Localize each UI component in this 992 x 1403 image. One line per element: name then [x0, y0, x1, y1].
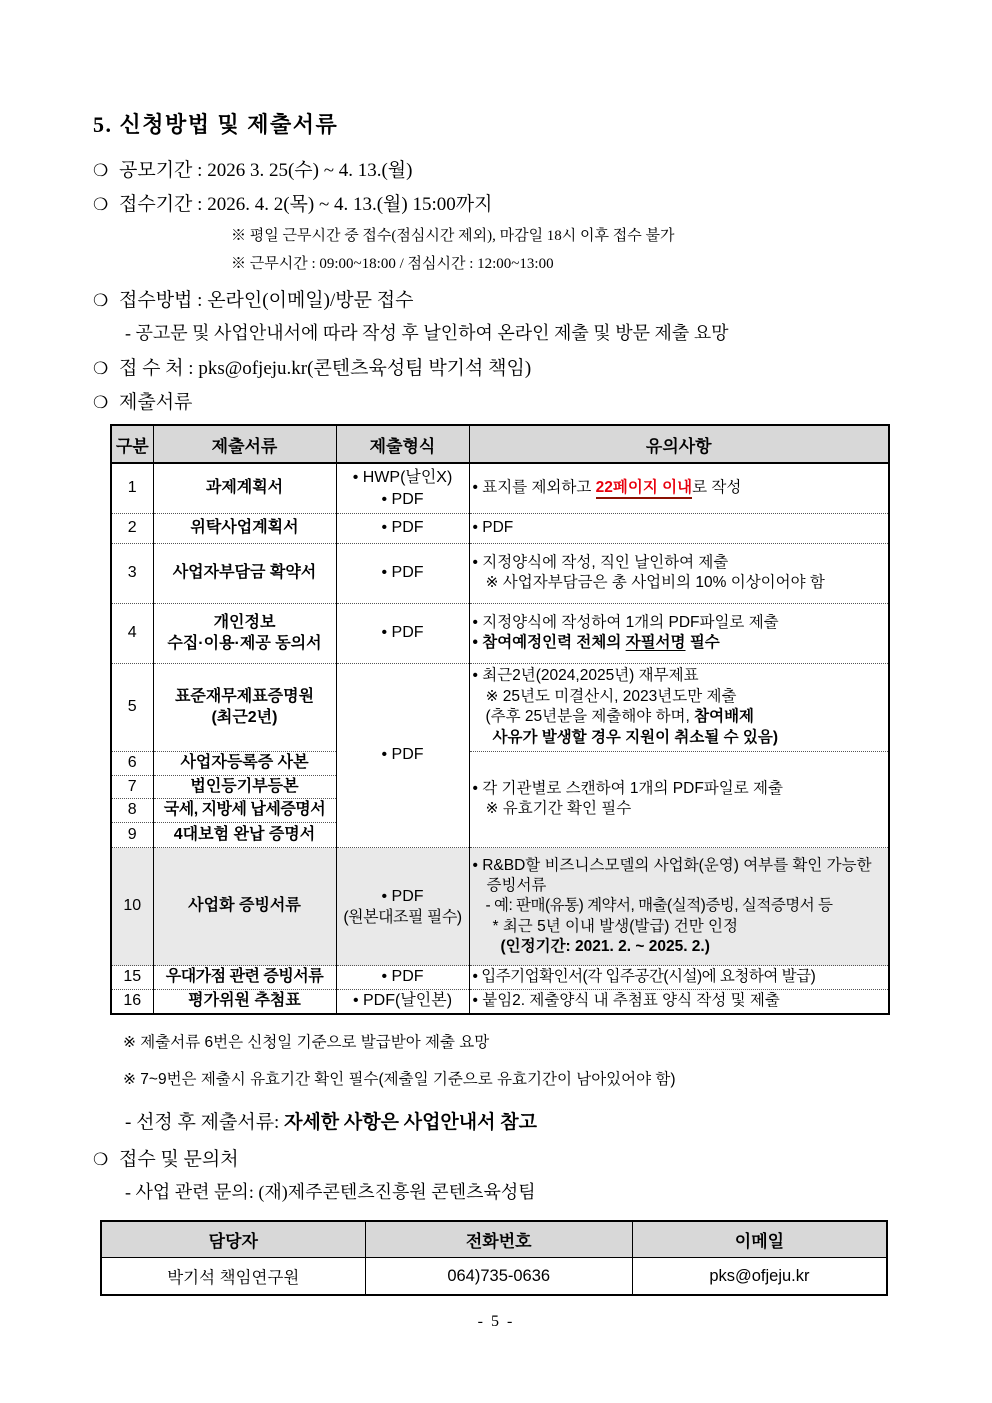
row-notice-merged [469, 751, 889, 847]
notice-line: ※ 유효기간 확인 필수 [485, 800, 632, 818]
doc-line: (최근2년) [211, 709, 278, 727]
method-sub-line: - 공고문 및 사업안내서에 따라 작성 후 날인하여 온라인 제출 및 방문 제출 요망 [125, 323, 729, 344]
row-no: 7 [111, 775, 153, 799]
row-doc: 평가위원 추첨표 [153, 989, 336, 1013]
notice-text: 로 작성 [692, 479, 742, 497]
row-no: 3 [111, 543, 153, 603]
section-heading: 5. 신청방법 및 제출서류 [93, 112, 339, 137]
row-doc: 사업자부담금 확약서 [153, 543, 336, 603]
row-doc: 위탁사업계획서 [153, 513, 336, 543]
notice-line: • R&BD할 비즈니스모델의 사업화(운영) 여부를 확인 가능한 증빙서류 [472, 856, 872, 894]
jeopsu-period-text: 접수기간 : 2026. 4. 2(목) ~ 4. 13.(월) 15:00까지 [119, 193, 493, 215]
document-content [93, 108, 899, 1296]
gongmo-period-text: 공모기간 : 2026 3. 25(수) ~ 4. 13.(월) [119, 160, 413, 181]
contact-header-name: 담당자 [101, 1221, 365, 1258]
row-no: 16 [111, 989, 153, 1013]
table-header-row [111, 425, 889, 463]
notice-bold: 참여배제 [694, 708, 755, 726]
circle-bullet-icon: ❍ [93, 194, 109, 214]
format-line: • HWP(날인X) [352, 469, 453, 487]
row-no: 6 [111, 751, 153, 775]
row-doc: 사업자등록증 사본 [153, 751, 336, 775]
contact-data-row [101, 1258, 887, 1295]
row-no: 5 [111, 663, 153, 751]
contact-person: 박기석 책임연구원 [101, 1258, 365, 1295]
row-notice [469, 848, 889, 966]
after-selection-line [125, 1107, 899, 1134]
table-row [111, 966, 889, 990]
format-line: (원본대조필 필수) [343, 908, 462, 926]
row-notice [469, 543, 889, 603]
circle-bullet-icon: ❍ [93, 290, 109, 310]
submission-documents-table [110, 424, 890, 1014]
row-format [336, 848, 469, 966]
address-text: 접 수 처 : pks@ofjeju.kr(콘텐츠육성팀 박기석 책임) [119, 357, 532, 379]
doc-line: 수집·이용·제공 동의서 [167, 635, 322, 653]
row-no: 2 [111, 513, 153, 543]
line-jeopsu-period [93, 193, 899, 217]
row-doc: 국세, 지방세 납세증명서 [153, 799, 336, 823]
contact-table [100, 1220, 888, 1296]
table-row [111, 513, 889, 543]
line-docs-label [93, 391, 899, 415]
header-notice: 유의사항 [469, 425, 889, 463]
notice-line: ※ 사업자부담금은 총 사업비의 10% 이상이어야 함 [485, 574, 825, 592]
row-doc [153, 603, 336, 663]
contact-email: pks@ofjeju.kr [632, 1258, 887, 1295]
row-doc: 사업화 증빙서류 [153, 848, 336, 966]
doc-line: 표준재무제표증명원 [174, 688, 315, 706]
row-format: • PDF(날인본) [336, 989, 469, 1013]
notice-underline: 자필서명 [625, 634, 686, 652]
doc-line: 개인정보 [213, 614, 276, 632]
row-no: 8 [111, 799, 153, 823]
line-address [93, 357, 899, 381]
notice-line: * 최근 5년 이내 발생(발급) 건만 인정 [492, 917, 738, 935]
notice-line: - 예: 판매(유통) 계약서, 매출(실적)증빙, 실적증명서 등 [485, 897, 833, 915]
table-row [111, 663, 889, 751]
header-doc: 제출서류 [153, 425, 336, 463]
table-footnote-2: ※ 7~9번은 제출시 유효기간 확인 필수(제출일 기준으로 유효기간이 남아있어야 함) [123, 1070, 676, 1088]
row-format [336, 463, 469, 513]
circle-bullet-icon: ❍ [93, 161, 109, 180]
row-format: • PDF [336, 603, 469, 663]
table-row [111, 543, 889, 603]
row-doc: 법인등기부등본 [153, 775, 336, 799]
row-no: 4 [111, 603, 153, 663]
row-format: • PDF [336, 966, 469, 990]
notice-line: • 최근2년(2024,2025년) 재무제표 [472, 667, 699, 685]
table-row [111, 751, 889, 775]
row-notice [469, 463, 889, 513]
table-row-shaded [111, 848, 889, 966]
table-row [111, 603, 889, 663]
contact-header-row [101, 1221, 887, 1258]
row-notice: • 입주기업확인서(각 입주공간(시설)에 요청하여 발급) [469, 966, 889, 990]
circle-bullet-icon: ❍ [93, 392, 109, 412]
row-no: 9 [111, 823, 153, 848]
row-format: • PDF [336, 543, 469, 603]
row-notice [469, 663, 889, 751]
notice-line: • 지정양식에 작성하여 1개의 PDF파일로 제출 [472, 613, 779, 631]
contact-header-phone: 전화번호 [365, 1221, 632, 1258]
row-notice [469, 603, 889, 663]
notice-line: ※ 25년도 미결산시, 2023년도만 제출 [485, 687, 737, 705]
after-selection-text: - 선정 후 제출서류: [125, 1111, 285, 1133]
notice-line: • 각 기관별로 스캔하여 1개의 PDF파일로 제출 [472, 779, 783, 797]
after-selection-bold: 자세한 사항은 사업안내서 참고 [284, 1111, 537, 1133]
contact-sub-line: - 사업 관련 문의: (재)제주콘텐츠진흥원 콘텐츠육성팀 [125, 1182, 536, 1203]
row-no: 15 [111, 966, 153, 990]
contact-phone: 064)735-0636 [365, 1258, 632, 1295]
row-no: 10 [111, 848, 153, 966]
notice-text: 필수 [685, 634, 720, 652]
row-no: 1 [111, 463, 153, 513]
table-footnote-1: ※ 제출서류 6번은 신청일 기준으로 발급받아 제출 요망 [123, 1033, 490, 1051]
table-row [111, 989, 889, 1013]
row-doc: 4대보험 완납 증명서 [153, 823, 336, 848]
line-contact-heading [93, 1148, 899, 1172]
header-gubun: 구분 [111, 425, 153, 463]
notice-text: • 참여예정인력 전체의 [472, 634, 626, 652]
row-doc: 과제계획서 [153, 463, 336, 513]
page-number: - 5 - [477, 1313, 515, 1330]
notice-line: (인정기간: 2021. 2. ~ 2025. 2.) [500, 938, 710, 956]
format-line: • PDF [381, 887, 424, 905]
circle-bullet-icon: ❍ [93, 1149, 109, 1169]
notice-text: • 표지를 제외하고 [472, 479, 596, 497]
jeopsu-note-2: ※ 근무시간 : 09:00~18:00 / 점심시간 : 12:00~13:00 [231, 256, 554, 272]
row-doc: 우대가점 관련 증빙서류 [153, 966, 336, 990]
row-format-merged: • PDF [336, 663, 469, 847]
method-text: 접수방법 : 온라인(이메일)/방문 접수 [119, 289, 414, 311]
circle-bullet-icon: ❍ [93, 358, 109, 378]
format-line: • PDF [381, 490, 424, 508]
header-format: 제출형식 [336, 425, 469, 463]
notice-text: (추후 25년분을 제출해야 하며, [485, 708, 695, 726]
jeopsu-note-1: ※ 평일 근무시간 중 접수(점심시간 제외), 마감일 18시 이후 접수 불가 [231, 227, 675, 244]
contact-heading-text: 접수 및 문의처 [119, 1148, 239, 1170]
table-row [111, 463, 889, 513]
row-doc [153, 663, 336, 751]
notice-line: 사유가 발생할 경우 지원이 취소될 수 있음) [492, 728, 779, 746]
line-gongmo-period [93, 159, 899, 183]
notice-highlight: 22페이지 이내 [596, 479, 692, 499]
row-notice: • 붙임2. 제출양식 내 추첨표 양식 작성 및 제출 [469, 989, 889, 1013]
line-method [93, 289, 899, 313]
row-format: • PDF [336, 513, 469, 543]
row-notice: • PDF [469, 513, 889, 543]
docs-label-text: 제출서류 [119, 391, 193, 413]
notice-line: • 지정양식에 작성, 직인 날인하여 제출 [472, 553, 729, 571]
contact-header-email: 이메일 [632, 1221, 887, 1258]
